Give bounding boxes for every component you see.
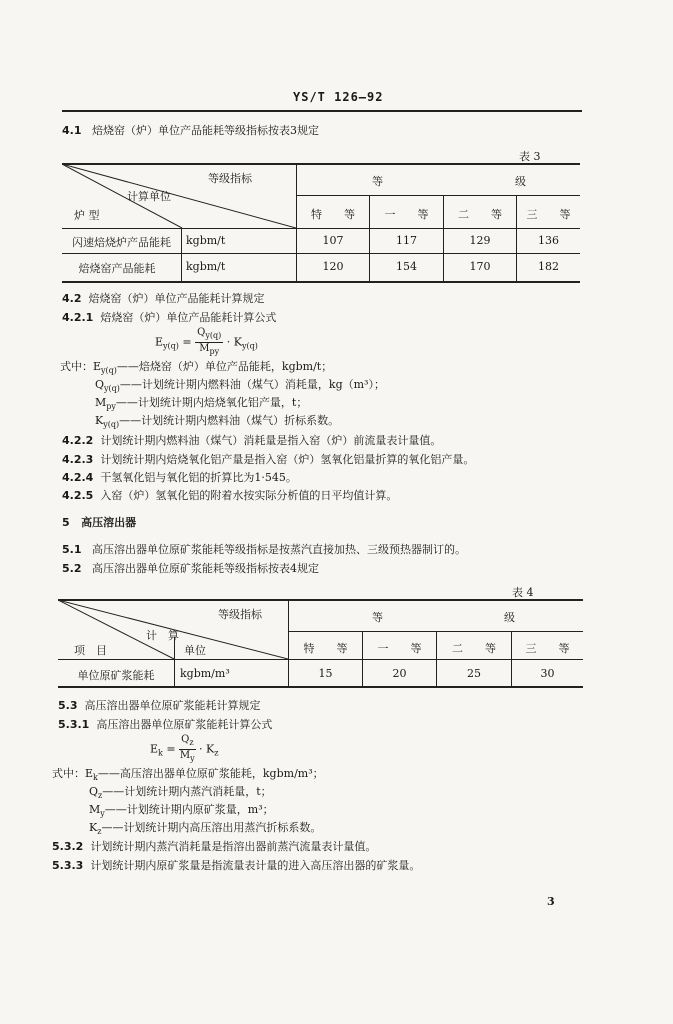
section-4-2-4: 4.2.4 干氢氧化铝与氧化铝的折算比为1·545。 (62, 471, 297, 484)
table3-grade-0: 特 等 (311, 208, 355, 221)
table4-row-val2: 25 (467, 667, 481, 680)
formula-2: $E_k$ = $\frac{Q_z}{M_y}$ · $K_z$ (150, 734, 219, 763)
table4-grade-3: 三 等 (525, 642, 570, 655)
table3-row0-val3: 136 (538, 234, 559, 247)
table3-row0-label: 闪速焙烧炉产品能耗 (72, 236, 171, 249)
table4-grade-1: 一 等 (377, 642, 422, 655)
table4-row-unit: kgbm/m³ (180, 667, 230, 680)
table3-row1-val2: 170 (469, 260, 491, 273)
table3-grade-2: 二 等 (458, 208, 502, 221)
table3-row1-label: 焙烧窑产品能耗 (78, 262, 156, 275)
section-5-3: 5.3 高压溶出器单位原矿浆能耗计算规定 (58, 699, 261, 712)
section-5-3-2: 5.3.2 计划统计期内蒸汽消耗量是指溶出器前蒸汽流量表计量值。 (52, 840, 377, 853)
table4-row-val3: 30 (540, 667, 555, 680)
table3-group-header: 等 级 (372, 175, 526, 188)
table3-grade-3: 三 等 (526, 208, 571, 221)
table3-corner-bottom: 炉 型 (74, 209, 100, 222)
table4-grade-0: 特 等 (303, 642, 348, 655)
table4-grade-2: 二 等 (452, 642, 496, 655)
table4-group-header: 等 级 (372, 611, 515, 624)
section-4-2: 4.2 焙烧窑（炉）单位产品能耗计算规定 (62, 292, 265, 305)
table3-row1-val1: 154 (396, 260, 417, 273)
section-5-2: 5.2 高压溶出器单位原矿浆能耗等级指标按表4规定 (62, 562, 319, 575)
table4-row-label: 单位原矿浆能耗 (77, 669, 155, 682)
table3-corner-mid: 计算单位 (127, 190, 171, 203)
where-2-item-3: $K_z——$计划统计期内高压溶出用蒸汽折标系数。 (89, 821, 322, 837)
table3-row0-unit: kgbm/t (186, 234, 226, 247)
header-rule (62, 110, 582, 112)
table4-row-val1: 20 (392, 667, 407, 680)
table4-corner-unit: 单位 (184, 644, 206, 657)
table3-grade-1: 一 等 (384, 208, 429, 221)
formula-1: $E_{y(q)}$ = $\frac{Q_{y(q)}}{M_{py}}$ · $K_{y(q)}$ (155, 327, 258, 356)
table3-row1-val3: 182 (538, 260, 559, 273)
table4-row-val0: 15 (318, 667, 333, 680)
section-5-heading: 5 高压溶出器 (62, 516, 137, 529)
table4-corner-mid: 计 算 (146, 629, 179, 642)
section-4-2-3: 4.2.3 计划统计期内焙烧氧化铝产量是指入窑（炉）氢氧化铝量折算的氧化铝产量。 (62, 453, 475, 466)
table4-corner-top: 等级指标 (218, 608, 262, 621)
section-4-2-5: 4.2.5 入窑（炉）氢氧化铝的附着水按实际分析值的日平均值计算。 (62, 489, 398, 502)
table3-row1-val0: 120 (322, 260, 344, 273)
page-number: 3 (547, 895, 555, 908)
section-5-1: 5.1 高压溶出器单位原矿浆能耗等级指标是按蒸汽直接加热、三级预热器制订的。 (62, 543, 466, 556)
table4-corner-item: 项 目 (74, 644, 107, 657)
table3-caption: 表 3 (519, 150, 541, 163)
table3-corner-top: 等级指标 (208, 172, 252, 185)
table4-caption: 表 4 (512, 586, 534, 599)
table3-row0-val2: 129 (469, 234, 491, 247)
section-5-3-3: 5.3.3 计划统计期内原矿浆量是指流量表计量的进入高压溶出器的矿浆量。 (52, 859, 421, 872)
where-1-item-2: $M_{py}——$计划统计期内焙烧氧化铝产量，t； (95, 396, 308, 412)
section-4-2-2: 4.2.2 计划统计期内燃料油（煤气）消耗量是指入窑（炉）前流量表计量值。 (62, 434, 442, 447)
where-2-item-1: $Q_z——$计划统计期内蒸汽消耗量，t； (89, 785, 272, 801)
table3-row0-val0: 107 (322, 234, 344, 247)
where-1-item-1: $Q_{y(q)}——$计划统计期内燃料油（煤气）消耗量，kg（m³）； (95, 378, 385, 394)
document-header: YS/T 126—92 (293, 90, 384, 104)
where-2-item-2: $M_y——$计划统计期内原矿浆量，m³； (89, 803, 274, 819)
where-1-item-0: 式中：$E_{y(q)}——$焙烧窑（炉）单位产品能耗，kgbm/t； (60, 360, 333, 376)
where-1-item-3: $K_{y(q)}——$计划统计期内燃料油（煤气）折标系数。 (95, 414, 340, 430)
section-4-1: 4.1 焙烧窑（炉）单位产品能耗等级指标按表3规定 (62, 124, 319, 137)
section-5-3-1: 5.3.1 高压溶出器单位原矿浆能耗计算公式 (58, 718, 273, 731)
table3-row1-unit: kgbm/t (186, 260, 226, 273)
table3-row0-val1: 117 (396, 234, 417, 247)
where-2-item-0: 式中：$E_k——$高压溶出器单位原矿浆能耗，kgbm/m³； (52, 767, 324, 783)
section-4-2-1: 4.2.1 焙烧窑（炉）单位产品能耗计算公式 (62, 311, 277, 324)
